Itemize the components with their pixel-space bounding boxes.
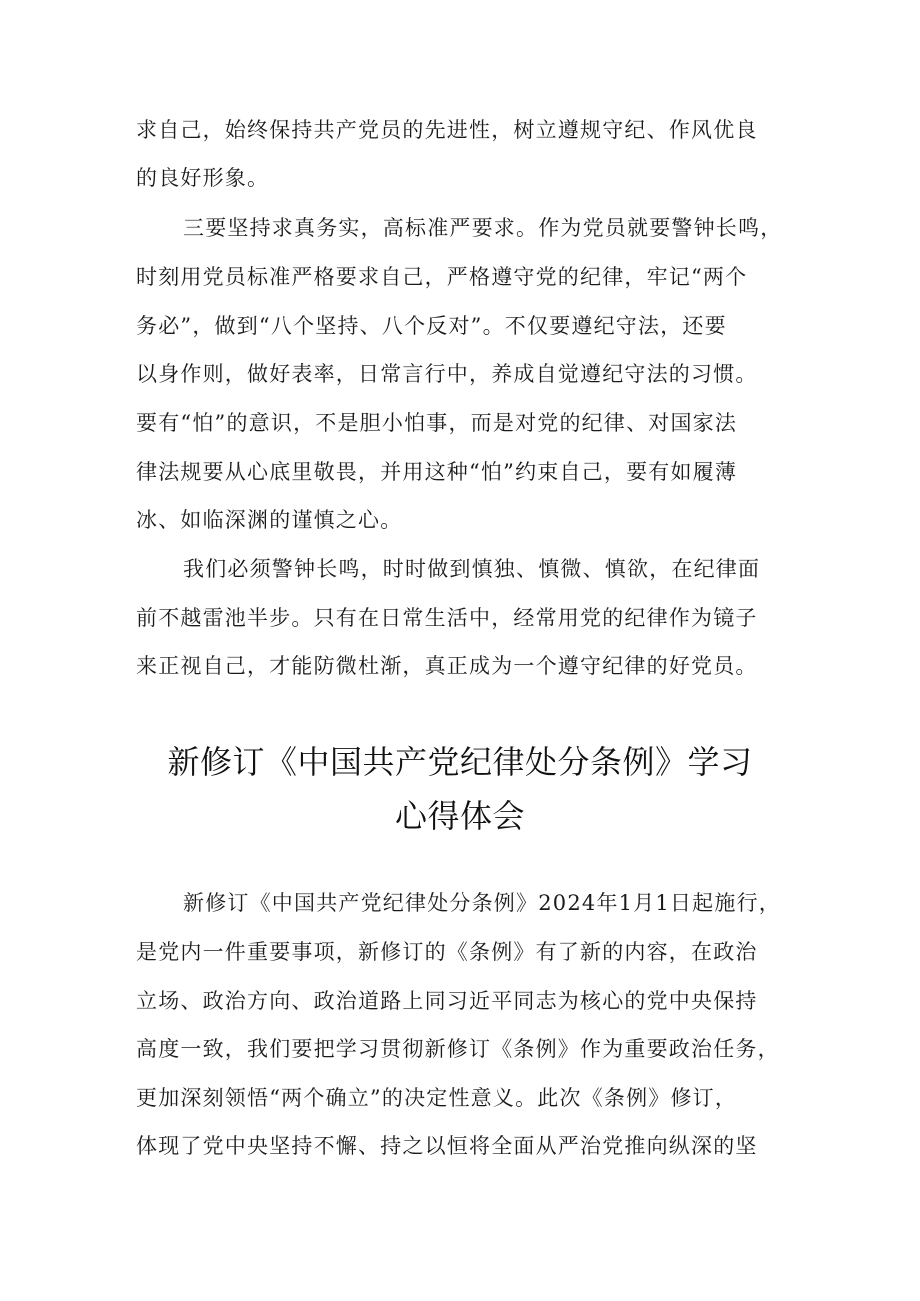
paragraph-three-line-6: 律法规要从心底里敬畏，并用这种“怕”约束自己，要有如履薄 xyxy=(136,460,738,484)
essay-title-line-2: 心得体会 xyxy=(394,797,525,835)
essay-line-6: 体现了党中央坚持不懈、持之以恒将全面从严治党推向纵深的坚 xyxy=(136,1134,758,1158)
closing-line-3: 来正视自己，才能防微杜渐，真正成为一个遵守纪律的好党员。 xyxy=(136,654,758,678)
essay-line-1: 新修订《中国共产党纪律处分条例》2024年1月1日起施行， xyxy=(183,891,781,915)
paragraph-three-line-5: 要有“怕”的意识，不是胆小怕事，而是对党的纪律、对国家法 xyxy=(136,411,738,435)
closing-line-2: 前不越雷池半步。只有在日常生活中，经常用党的纪律作为镜子 xyxy=(136,606,758,630)
paragraph-three-line-7: 冰、如临深渊的谨慎之心。 xyxy=(136,508,403,532)
essay-line-5: 更加深刻领悟“两个确立”的决定性意义。此次《条例》修订， xyxy=(136,1086,738,1110)
essay-line-3: 立场、政治方向、政治道路上同习近平同志为核心的党中央保持 xyxy=(136,989,758,1013)
paragraph-three-line-3: 务必”，做到“八个坚持、八个反对”。不仅要遵纪守法，还要 xyxy=(136,314,727,338)
essay-title-line-1: 新修订《中国共产党纪律处分条例》学习 xyxy=(167,743,753,781)
closing-line-1: 我们必须警钟长鸣，时时做到慎独、慎微、慎欲，在纪律面 xyxy=(183,557,761,581)
paragraph-three-line-4: 以身作则，做好表率，日常言行中，养成自觉遵纪守法的习惯。 xyxy=(136,362,758,386)
essay-line-4: 高度一致，我们要把学习贯彻新修订《条例》作为重要政治任务， xyxy=(136,1037,780,1061)
intro-line-1: 求自己，始终保持共产党员的先进性，树立遵规守纪、作风优良 xyxy=(136,118,758,142)
paragraph-three-line-2: 时刻用党员标准严格要求自己，严格遵守党的纪律，牢记“两个 xyxy=(136,265,748,289)
intro-line-2: 的良好形象。 xyxy=(136,166,270,190)
essay-line-2: 是党内一件重要事项，新修订的《条例》有了新的内容，在政治 xyxy=(136,940,758,964)
paragraph-three-line-1: 三要坚持求真务实，高标准严要求。作为党员就要警钟长鸣， xyxy=(183,216,783,240)
